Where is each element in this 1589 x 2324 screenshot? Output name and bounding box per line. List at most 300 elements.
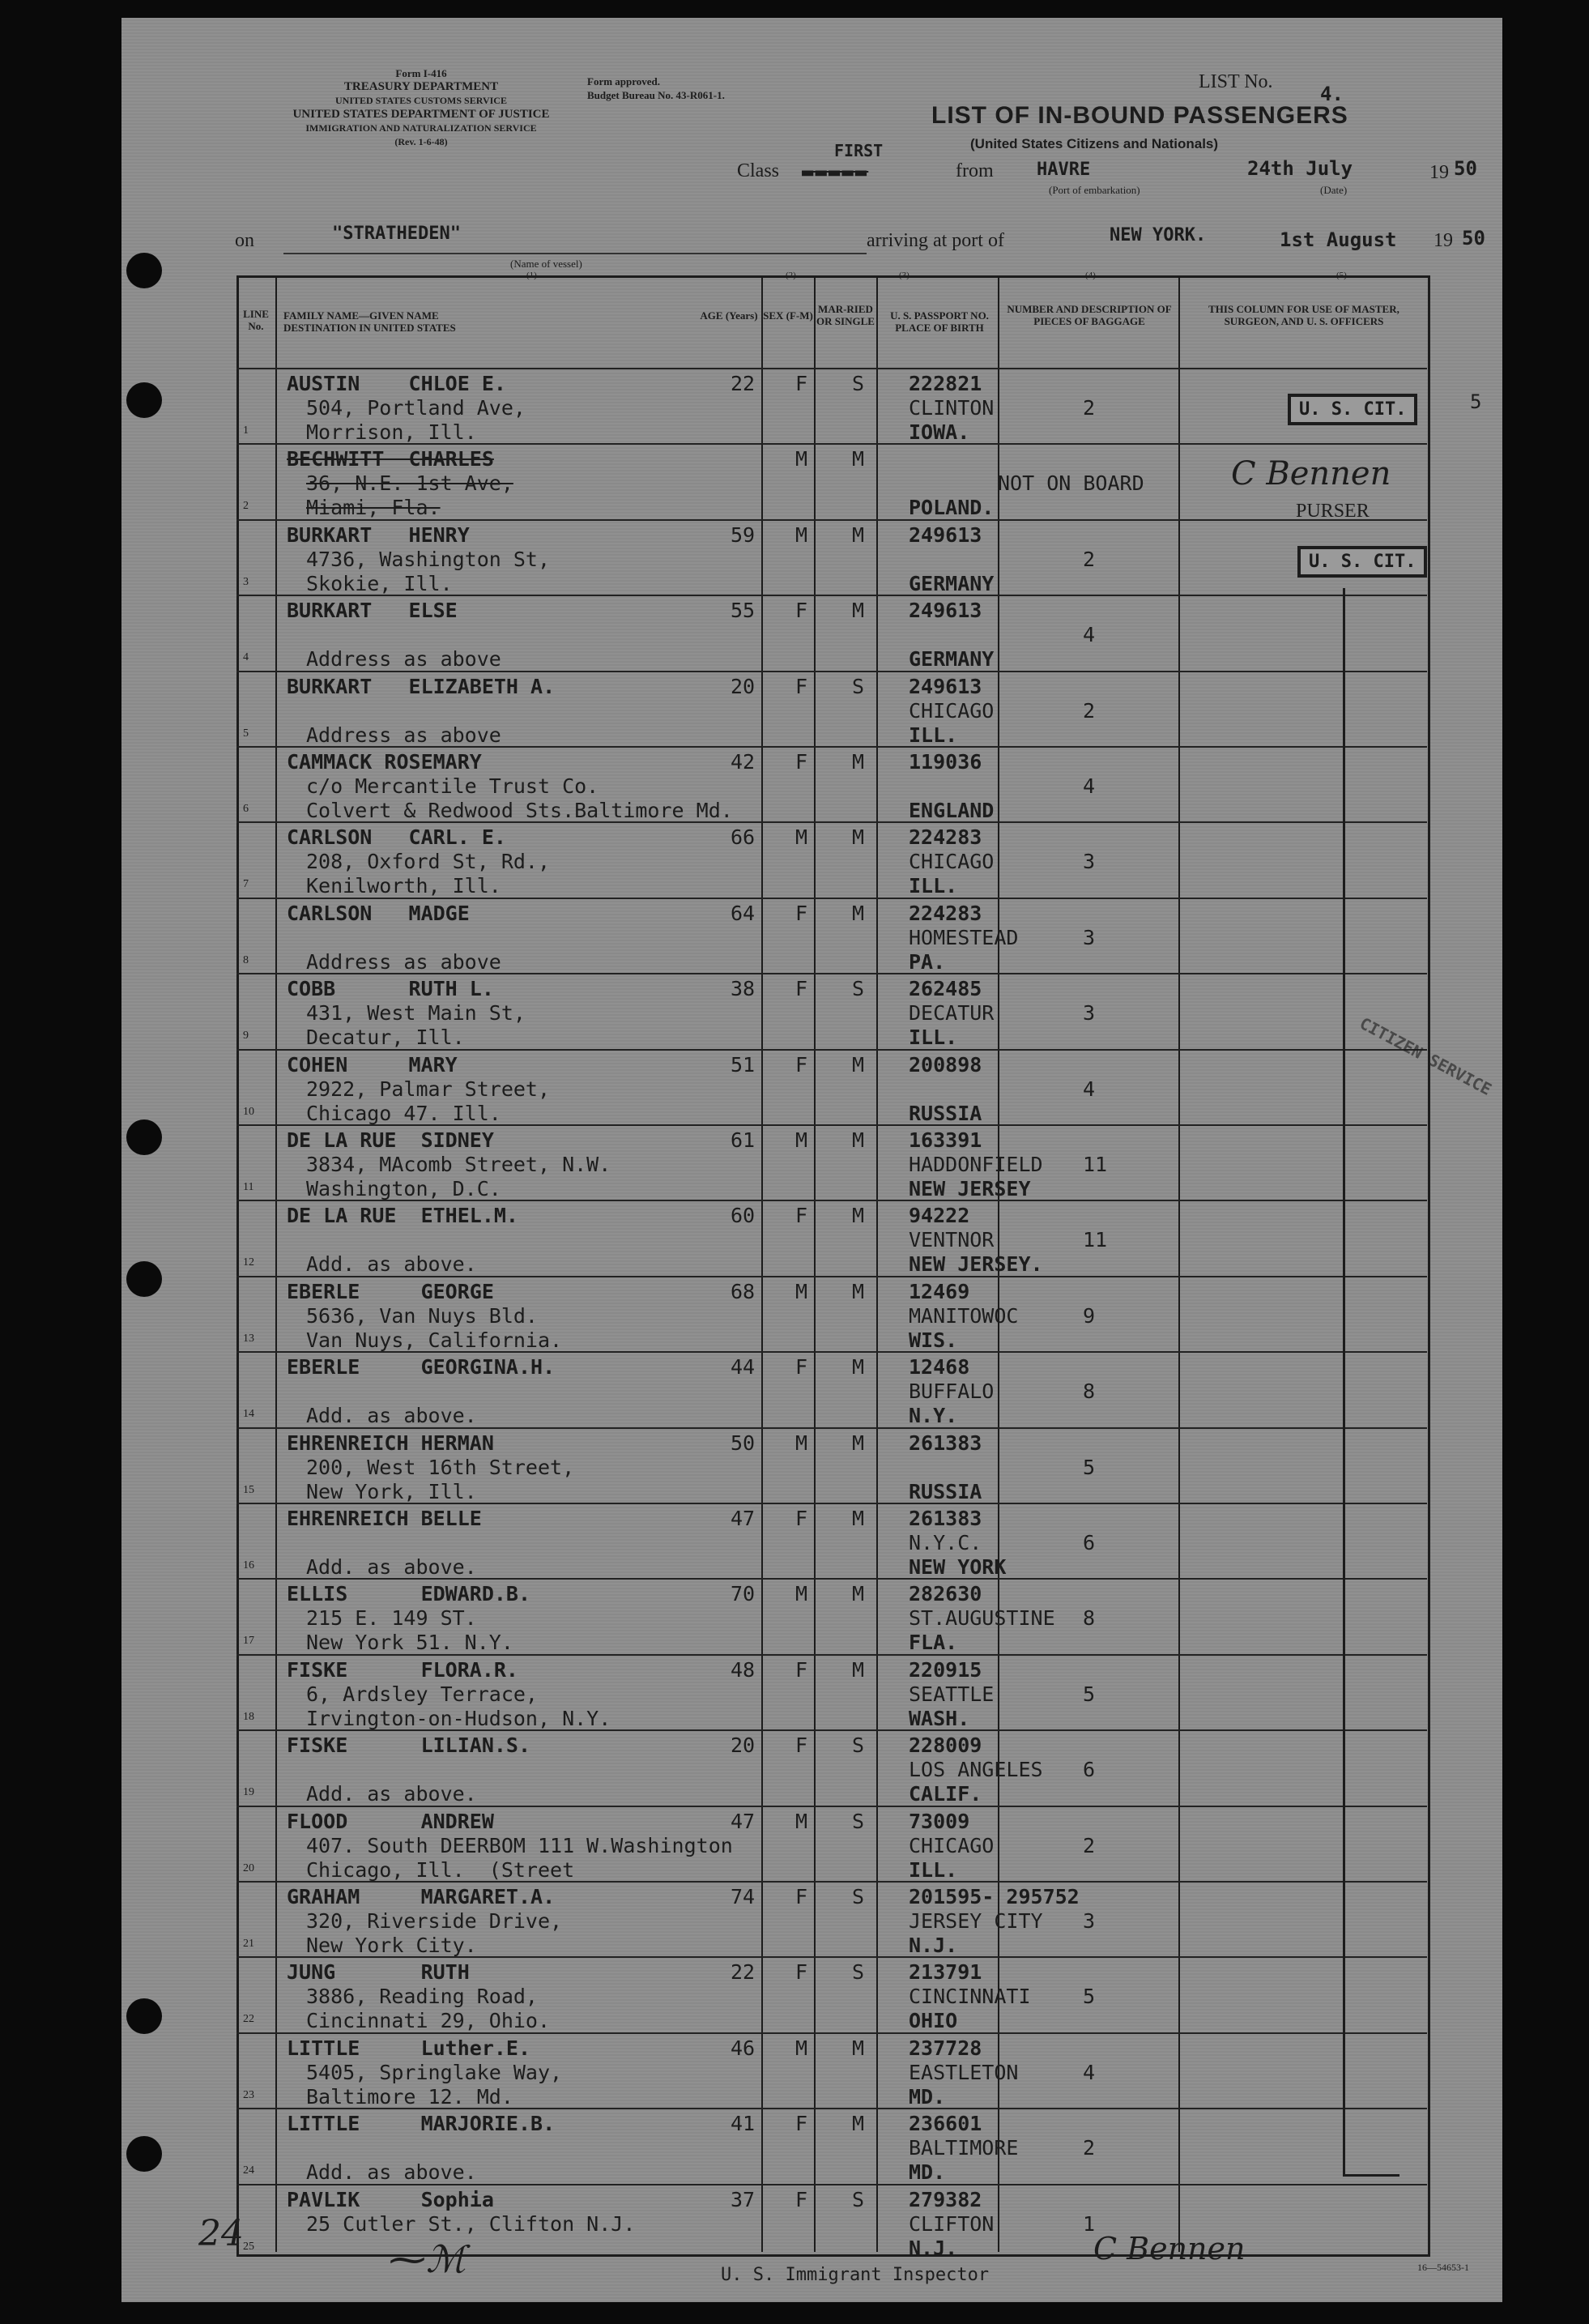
birth-place-2: NEW YORK — [909, 1555, 1007, 1579]
birth-place-1: CHICAGO — [909, 1833, 995, 1857]
address-line-2: Decatur, Ill. — [306, 1026, 465, 1050]
sex-value: M — [795, 522, 808, 547]
age-value: 22 — [731, 1960, 756, 1985]
birth-place-2: N.J. — [909, 1934, 958, 1957]
vessel-caption: (Name of vessel) — [510, 258, 582, 270]
address-line-2: New York City. — [306, 1934, 477, 1957]
passenger-name: EHRENREICH HERMAN — [287, 1431, 494, 1455]
baggage-count: 5 — [1083, 1985, 1096, 2009]
line-number: 6 — [243, 803, 249, 815]
birth-place-2: RUSSIA — [909, 1479, 982, 1503]
birth-place-1: HOMESTEAD — [909, 925, 1019, 949]
line-number: 20 — [243, 1861, 254, 1874]
age-value: 20 — [731, 674, 756, 698]
table-row — [236, 1503, 1427, 1581]
on-label: on — [235, 230, 254, 251]
marital-value: M — [852, 750, 865, 774]
sex-value: F — [795, 901, 808, 925]
marital-value: M — [852, 1128, 865, 1152]
passenger-name: FISKE LILIAN.S. — [287, 1733, 531, 1758]
line-number: 14 — [243, 1408, 254, 1421]
birth-place-2: WASH. — [909, 1706, 970, 1730]
table-row — [236, 2032, 1427, 2111]
col-head-line: LINE No. — [243, 308, 269, 332]
passenger-name: EHRENREICH BELLE — [287, 1507, 482, 1530]
vessel-underline — [283, 253, 867, 254]
col-number-5: (5) — [1336, 271, 1347, 280]
baggage-count: 5 — [1083, 1455, 1096, 1479]
address-line-1: 208, Oxford St, Rd., — [306, 850, 551, 874]
age-value: 64 — [731, 901, 756, 925]
birth-place-1: VENTNOR — [909, 1228, 995, 1252]
age-value: 47 — [731, 1507, 756, 1530]
table-row — [236, 1427, 1427, 1506]
age-value: 70 — [731, 1582, 756, 1606]
table-row — [236, 2108, 1427, 2186]
address-line-1: 36, N.E. 1st Ave, — [306, 471, 513, 496]
address-line-2: Chicago, Ill. (Street — [306, 1857, 575, 1882]
birth-place-1: BUFFALO — [909, 1379, 995, 1404]
table-row — [236, 898, 1427, 976]
birth-place-2: IOWA. — [909, 420, 970, 444]
line-number: 17 — [243, 1635, 254, 1648]
col-head-passport: U. S. PASSPORT NO. PLACE OF BIRTH — [890, 309, 989, 334]
birth-place-2: ILL. — [909, 874, 958, 898]
class-value: FIRST — [834, 141, 884, 160]
line-number: 3 — [243, 575, 249, 588]
date-embark: 24th July — [1247, 157, 1353, 180]
age-value: 55 — [731, 599, 756, 623]
birth-place-1: BALTIMORE — [909, 2136, 1019, 2160]
table-row — [236, 671, 1427, 749]
us-cit-stamp-2: U. S. CIT. — [1297, 546, 1427, 578]
address-line-2: Cincinnati 29, Ohio. — [306, 2009, 551, 2033]
inspector-signature: ⁓ℳ — [389, 2237, 466, 2281]
address-line-2: Van Nuys, California. — [306, 1328, 563, 1352]
sex-value: M — [795, 2036, 808, 2060]
birth-place-1: DECATUR — [909, 1001, 995, 1026]
passport-number: 224283 — [909, 901, 982, 925]
line-number: 10 — [243, 1105, 254, 1118]
marital-value: S — [852, 1809, 865, 1833]
birth-place-2: MD. — [909, 2160, 946, 2185]
line-number: 13 — [243, 1332, 254, 1345]
address-line-2: Address as above — [306, 647, 501, 672]
address-line-2: Washington, D.C. — [306, 1177, 501, 1200]
birth-place-1: LOS ANGELES — [909, 1758, 1043, 1782]
passenger-name: FLOOD ANDREW — [287, 1809, 494, 1833]
inspector-label: U. S. Immigrant Inspector — [721, 2265, 990, 2285]
punch-hole — [126, 253, 162, 288]
table-row — [236, 1729, 1427, 1808]
birth-place-2: RUSSIA — [909, 1101, 982, 1125]
page-title: LIST OF IN-BOUND PASSENGERS — [931, 102, 1348, 129]
passport-number: 228009 — [909, 1733, 982, 1758]
birth-place-2: GERMANY — [909, 647, 995, 672]
year-embark: 50 — [1454, 157, 1477, 180]
birth-place-2: NEW JERSEY — [909, 1177, 1031, 1200]
passport-number: 12468 — [909, 1355, 970, 1379]
baggage-count: 2 — [1083, 2136, 1096, 2160]
birth-place-1: JERSEY CITY — [909, 1909, 1043, 1933]
arriving-label: arriving at port of — [867, 230, 1004, 251]
baggage-count: 4 — [1083, 1077, 1096, 1101]
birth-place-1: CHICAGO — [909, 850, 995, 874]
marital-value: M — [852, 2036, 865, 2060]
baggage-count: 6 — [1083, 1758, 1096, 1782]
passport-number: 279382 — [909, 2187, 982, 2211]
sex-value: M — [795, 447, 808, 471]
baggage-count: 4 — [1083, 774, 1096, 798]
address-line-2: New York, Ill. — [306, 1479, 477, 1503]
passport-number: 94222 — [909, 1204, 970, 1228]
sex-value: F — [795, 977, 808, 1001]
marital-value: M — [852, 1355, 865, 1379]
passport-number: 12469 — [909, 1279, 970, 1303]
address-line-2: Kenilworth, Ill. — [306, 874, 501, 898]
age-value: 68 — [731, 1279, 756, 1303]
port-embarkation: HAVRE — [1037, 160, 1091, 180]
baggage-count: 3 — [1083, 850, 1096, 874]
passport-number: 163391 — [909, 1128, 982, 1152]
passenger-name: LITTLE Luther.E. — [287, 2036, 531, 2060]
address-line-1: 320, Riverside Drive, — [306, 1909, 563, 1933]
age-value: 59 — [731, 522, 756, 547]
table-row — [236, 1956, 1427, 2035]
address-line-1: 2922, Palmar Street, — [306, 1077, 551, 1101]
table-row — [236, 519, 1427, 598]
birth-place-2: MD. — [909, 2084, 946, 2109]
passenger-name: BURKART ELSE — [287, 599, 458, 623]
marital-value: M — [852, 1582, 865, 1606]
passport-number: 262485 — [909, 977, 982, 1001]
marital-value: S — [852, 2187, 865, 2211]
address-line-2: Skokie, Ill. — [306, 571, 453, 595]
birth-place-2: FLA. — [909, 1631, 958, 1655]
marital-value: S — [852, 1885, 865, 1908]
line-number: 5 — [243, 727, 249, 740]
table-row — [236, 973, 1427, 1051]
margin-total: 24 — [198, 2213, 244, 2254]
marital-value: M — [852, 1431, 865, 1455]
punch-hole — [126, 1998, 162, 2034]
table-row — [236, 1578, 1427, 1657]
manifest-sheet — [121, 18, 1502, 2302]
purser-signature: C Bennen — [1231, 455, 1391, 493]
address-line-1: 5405, Springlake Way, — [306, 2060, 563, 2084]
marital-value: M — [852, 2112, 865, 2136]
sex-value: F — [795, 1355, 808, 1379]
passenger-name: PAVLIK Sophia — [287, 2187, 494, 2211]
sex-value: F — [795, 674, 808, 698]
birth-place-1: ST.AUGUSTINE — [909, 1606, 1055, 1631]
birth-place-1: CINCINNATI — [909, 1985, 1031, 2009]
class-strikeout: ▬▬▬▬▬ — [802, 160, 869, 183]
line-number: 18 — [243, 1710, 254, 1723]
col-head-officers: THIS COLUMN FOR USE OF MASTER, SURGEON, AND U. S. OFFICERS — [1208, 303, 1399, 327]
passenger-name: COHEN MARY — [287, 1052, 458, 1077]
birth-place-2: NEW JERSEY. — [909, 1252, 1043, 1277]
marital-value: M — [852, 522, 865, 547]
birth-place-1: SEATTLE — [909, 1682, 995, 1706]
birth-place-2: PA. — [909, 949, 946, 974]
passport-number: 282630 — [909, 1582, 982, 1606]
age-value: 42 — [731, 750, 756, 774]
approval-note: Form approved. Budget Bureau No. 43-R061-1. — [587, 75, 725, 101]
marital-value: S — [852, 977, 865, 1001]
address-line-1: 200, West 16th Street, — [306, 1455, 575, 1479]
marital-value: S — [852, 674, 865, 698]
table-row — [236, 1276, 1427, 1354]
passenger-name: FISKE FLORA.R. — [287, 1657, 518, 1682]
marital-value: M — [852, 447, 865, 471]
col-number-3: (3) — [899, 271, 910, 280]
passenger-name: EBERLE GEORGE — [287, 1279, 494, 1303]
passport-number: 261383 — [909, 1431, 982, 1455]
birth-place-2: CALIF. — [909, 1782, 982, 1806]
passport-number: 119036 — [909, 750, 982, 774]
birth-place-1: CHICAGO — [909, 698, 995, 723]
line-number: 2 — [243, 500, 249, 513]
table-row — [236, 1049, 1427, 1128]
sex-value: F — [795, 750, 808, 774]
purser-label: PURSER — [1296, 501, 1370, 522]
line-number: 7 — [243, 878, 249, 891]
baggage-count: 5 — [1083, 1682, 1096, 1706]
baggage-count: 2 — [1083, 1833, 1096, 1857]
marital-value: M — [852, 1279, 865, 1303]
line-number: 4 — [243, 651, 249, 664]
marital-value: M — [852, 1204, 865, 1228]
sex-value: F — [795, 1885, 808, 1908]
age-value: 50 — [731, 1431, 756, 1455]
address-line-2: Colvert & Redwood Sts.Baltimore Md. — [306, 799, 733, 822]
table-row — [236, 595, 1427, 673]
marital-value: M — [852, 1657, 865, 1682]
birth-place-2: ILL. — [909, 1857, 958, 1882]
age-value: 74 — [731, 1885, 756, 1908]
birth-place-2: WIS. — [909, 1328, 958, 1352]
birth-place-1: MANITOWOC — [909, 1303, 1019, 1328]
baggage-count: 2 — [1083, 396, 1096, 420]
bracket-foot — [1343, 2174, 1399, 2177]
year-arrival-prefix: 19 — [1434, 230, 1453, 251]
age-value: 37 — [731, 2187, 756, 2211]
line-number: 8 — [243, 953, 249, 966]
baggage-count: 3 — [1083, 1001, 1096, 1026]
address-line-2: New York 51. N.Y. — [306, 1631, 513, 1655]
passport-number: 213791 — [909, 1960, 982, 1985]
us-cit-stamp: U. S. CIT. — [1288, 394, 1417, 425]
col-head-sex: SEX (F-M) — [763, 309, 813, 322]
baggage-count: 1 — [1083, 2211, 1096, 2236]
col-number-2: (2) — [786, 271, 796, 280]
birth-place-2: ILL. — [909, 1026, 958, 1050]
baggage-count: 3 — [1083, 1909, 1096, 1933]
age-value: 20 — [731, 1733, 756, 1758]
address-line-1: 5636, Van Nuys Bld. — [306, 1303, 538, 1328]
baggage-count: 6 — [1083, 1531, 1096, 1554]
line-number: 25 — [243, 2240, 254, 2253]
marital-value: S — [852, 1733, 865, 1758]
punch-hole — [126, 1261, 162, 1297]
passenger-name: EBERLE GEORGINA.H. — [287, 1355, 556, 1379]
marital-value: M — [852, 1507, 865, 1530]
col-head-name: FAMILY NAME—GIVEN NAME DESTINATION IN UNITED STATES — [283, 309, 456, 334]
birth-place-2: ENGLAND — [909, 799, 995, 822]
address-line-1: c/o Mercantile Trust Co. — [306, 774, 599, 798]
age-value: 51 — [731, 1052, 756, 1077]
address-line-1: 4736, Washington St, — [306, 547, 551, 571]
marital-value: S — [852, 372, 865, 395]
table-row — [236, 368, 1427, 446]
address-line-2: Miami, Fla. — [306, 496, 441, 520]
baggage-count: 2 — [1083, 698, 1096, 723]
margin-number: 5 — [1470, 390, 1482, 413]
birth-place-1: HADDONFIELD — [909, 1153, 1043, 1176]
table-row — [236, 1124, 1427, 1203]
line-number: 12 — [243, 1256, 254, 1269]
age-value: 61 — [731, 1128, 756, 1152]
age-value: 41 — [731, 2112, 756, 2136]
birth-place-2: N.Y. — [909, 1404, 958, 1428]
col-head-baggage: NUMBER AND DESCRIPTION OF PIECES OF BAGGAGE — [1007, 303, 1172, 327]
table-row — [236, 821, 1427, 900]
address-line-2: Address as above — [306, 949, 501, 974]
sex-value: F — [795, 2112, 808, 2136]
passport-number: 249613 — [909, 522, 982, 547]
birth-place-2: OHIO — [909, 2009, 958, 2033]
sex-value: F — [795, 2187, 808, 2211]
address-line-1: 215 E. 149 ST. — [306, 1606, 477, 1631]
passport-number: 224283 — [909, 825, 982, 850]
vessel-name: "STRATHEDEN" — [332, 224, 461, 244]
passport-number: 200898 — [909, 1052, 982, 1077]
marital-value: S — [852, 1960, 865, 1985]
passenger-name: AUSTIN CHLOE E. — [287, 372, 506, 395]
from-label: from — [956, 160, 994, 181]
col-number-1: (1) — [526, 271, 537, 280]
year-arrival: 50 — [1462, 227, 1485, 249]
col-number-4: (4) — [1085, 271, 1096, 280]
sex-value: F — [795, 1960, 808, 1985]
passenger-name: CARLSON CARL. E. — [287, 825, 506, 850]
passport-number: 201595- 295752 — [909, 1885, 1080, 1908]
line-number: 22 — [243, 2013, 254, 2026]
list-no-label: LIST No. — [1199, 71, 1273, 92]
passport-number: 249613 — [909, 599, 982, 623]
list-no-value: 4. — [1320, 83, 1344, 105]
birth-place-2: ILL. — [909, 723, 958, 747]
baggage-count: 2 — [1083, 547, 1096, 571]
table-row — [236, 746, 1427, 825]
sex-value: M — [795, 1809, 808, 1833]
sex-value: F — [795, 1507, 808, 1530]
table-row — [236, 1200, 1427, 1278]
marital-value: M — [852, 1052, 865, 1077]
line-number: 11 — [243, 1181, 254, 1193]
sex-value: M — [795, 1128, 808, 1152]
passenger-name: CAMMACK ROSEMARY — [287, 750, 482, 774]
address-line-2: Add. as above. — [306, 1252, 477, 1277]
sex-value: M — [795, 1582, 808, 1606]
punch-hole — [126, 2136, 162, 2172]
address-line-2: Irvington-on-Hudson, N.Y. — [306, 1706, 611, 1730]
sex-value: M — [795, 825, 808, 850]
passenger-name: ELLIS EDWARD.B. — [287, 1582, 531, 1606]
passenger-name: BURKART HENRY — [287, 522, 470, 547]
passenger-name: BECHWITT CHARLES — [287, 447, 494, 471]
sex-value: M — [795, 1431, 808, 1455]
address-line-1: 3886, Reading Road, — [306, 1985, 538, 2009]
address-line-1: 407. South DEERBOM 111 W.Washington — [306, 1833, 733, 1857]
table-row — [236, 1881, 1427, 1959]
date-arrival: 1st August — [1280, 228, 1397, 251]
birth-place-2: N.J. — [909, 2236, 958, 2260]
punch-hole — [126, 1119, 162, 1155]
baggage-count: 4 — [1083, 2060, 1096, 2084]
address-line-1: 3834, MAcomb Street, N.W. — [306, 1153, 611, 1176]
address-line-2: Morrison, Ill. — [306, 420, 477, 444]
address-line-2: Baltimore 12. Md. — [306, 2084, 513, 2109]
table-row — [236, 1806, 1427, 1884]
sex-value: F — [795, 599, 808, 623]
passport-number: 236601 — [909, 2112, 982, 2136]
passport-number: 249613 — [909, 674, 982, 698]
passport-number: 222821 — [909, 372, 982, 395]
bracket-line — [1343, 588, 1345, 2176]
col-head-age: AGE (Years) — [700, 309, 758, 322]
passenger-name: DE LA RUE ETHEL.M. — [287, 1204, 518, 1228]
line-number: 16 — [243, 1559, 254, 1571]
marital-value: M — [852, 825, 865, 850]
line-number: 9 — [243, 1030, 249, 1043]
address-line-1: 6, Ardsley Terrace, — [306, 1682, 538, 1706]
address-line-2: Add. as above. — [306, 1782, 477, 1806]
table-row — [236, 1351, 1427, 1430]
passport-number: 73009 — [909, 1809, 970, 1833]
passenger-name: COBB RUTH L. — [287, 977, 494, 1001]
baggage-count: 11 — [1083, 1228, 1108, 1252]
line-number: 1 — [243, 424, 249, 437]
line-number: 21 — [243, 1938, 254, 1950]
year-prefix: 19 — [1429, 162, 1449, 183]
line-number: 19 — [243, 1786, 254, 1799]
address-line-2: Add. as above. — [306, 1555, 477, 1579]
punch-hole — [126, 382, 162, 418]
port-arrival: NEW YORK. — [1110, 225, 1207, 245]
page-subtitle: (United States Citizens and Nationals) — [970, 136, 1219, 151]
baggage-count: 9 — [1083, 1303, 1096, 1328]
address-line-1: 431, West Main St, — [306, 1001, 526, 1026]
baggage-count: 4 — [1083, 623, 1096, 647]
age-value: 38 — [731, 977, 756, 1001]
sex-value: F — [795, 1657, 808, 1682]
line-number: 24 — [243, 2164, 254, 2177]
birth-place-2: POLAND. — [909, 496, 995, 520]
age-value: 47 — [731, 1809, 756, 1833]
baggage-count: NOT ON BOARD — [998, 471, 1144, 496]
passenger-name: BURKART ELIZABETH A. — [287, 674, 556, 698]
passenger-name: DE LA RUE SIDNEY — [287, 1128, 494, 1152]
passenger-name: CARLSON MADGE — [287, 901, 470, 925]
baggage-count: 3 — [1083, 925, 1096, 949]
sex-value: F — [795, 372, 808, 395]
age-value: 66 — [731, 825, 756, 850]
birth-place-1: CLIFTON — [909, 2211, 995, 2236]
sex-value: F — [795, 1733, 808, 1758]
bottom-purser-signature: C Bennen — [1093, 2231, 1246, 2266]
